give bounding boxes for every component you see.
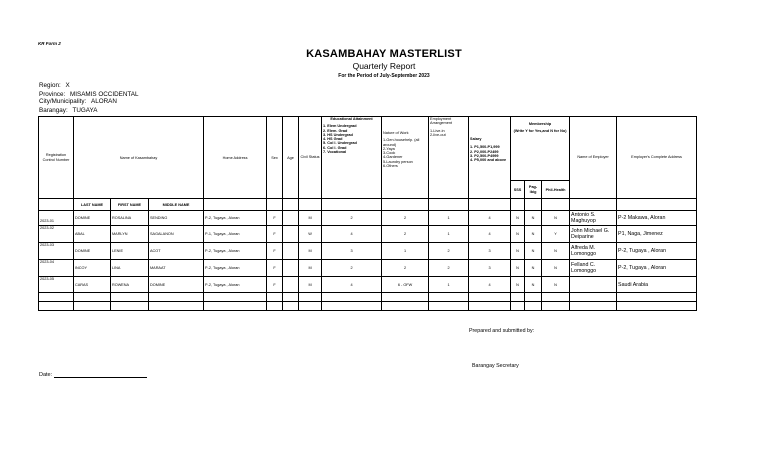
- salary: 3: [469, 243, 511, 260]
- col-nature-of-work: [382, 117, 429, 199]
- work-option: 1-Gen.househelp. (all around): [383, 138, 420, 147]
- salary-option: 1. P1,500-P1,999: [470, 145, 500, 150]
- age: [283, 211, 299, 226]
- employer-address: P-2, Tugaya , Aloran: [617, 260, 697, 277]
- last-name: INCOY: [74, 260, 111, 277]
- education-option: 6. Col l. Grad: [323, 145, 347, 150]
- sss: N: [511, 243, 525, 260]
- empty-row: [39, 302, 697, 311]
- barangay-line: [39, 107, 97, 114]
- header-row-3: [39, 199, 697, 211]
- work-option: 5-Laundry person: [383, 159, 413, 164]
- col-employer: Name of Employer: [570, 117, 617, 199]
- first-name: LINA: [111, 260, 149, 277]
- date-field: [39, 372, 147, 378]
- last-name: ABAL: [74, 226, 111, 243]
- city-label: City/Municipality:: [39, 98, 87, 105]
- philhealth: N: [542, 243, 570, 260]
- employer-address: Saudi Arabia: [617, 277, 697, 293]
- nature-of-work: 1: [382, 243, 429, 260]
- first-name: MARLYN: [111, 226, 149, 243]
- barangay-secretary-label: Barangay Secretary: [472, 363, 519, 369]
- pagibig: N: [525, 243, 542, 260]
- salary: 3: [469, 260, 511, 277]
- civil-status: M: [299, 260, 322, 277]
- middle-name: ACOT: [149, 243, 204, 260]
- employer-name: John Michael G. Deiparine: [570, 226, 617, 243]
- civil-status: M: [299, 211, 322, 226]
- document-title: KASAMBAHAY MASTERLIST: [306, 48, 462, 60]
- col-reg-no: Registration Control Number: [39, 117, 74, 199]
- region-value: X: [65, 82, 70, 89]
- first-name: LENIE: [111, 243, 149, 260]
- masterlist-table: [38, 116, 697, 311]
- table-row: [39, 260, 697, 277]
- document-subtitle: Quarterly Report: [352, 61, 416, 71]
- employer-address: P-2, Tugaya , Aloran: [617, 243, 697, 260]
- membership-note: (Write Y for Yes,and N for No): [513, 129, 567, 134]
- age: [283, 226, 299, 243]
- province-label: Province:: [39, 91, 66, 98]
- empty-row: [39, 293, 697, 302]
- table-row: [39, 211, 697, 226]
- employer-address: P-2 Makawa, Aloran: [617, 211, 697, 226]
- arrangement-title: Employment Arrangement: [430, 117, 452, 126]
- nature-of-work: 2: [382, 226, 429, 243]
- barangay-value: TUGAYA: [72, 107, 98, 114]
- salary: 4: [469, 211, 511, 226]
- reg-number: 2023-05: [40, 277, 54, 281]
- col-membership: [511, 117, 570, 181]
- education-option: 7. Vocational: [323, 150, 347, 155]
- prepared-by-label: Prepared and submitted by:: [469, 328, 535, 334]
- col-address: Home Address: [204, 117, 267, 199]
- middle-name: SAGALANON: [149, 226, 204, 243]
- date-line: [54, 372, 147, 378]
- last-name: DOMINE: [74, 243, 111, 260]
- employer-name: Alfreda M. Lomonggo: [570, 243, 617, 260]
- col-sss: SSS: [511, 181, 525, 199]
- home-address: P-2, Tugaya , Aloran: [204, 243, 267, 260]
- province-value: MISAMIS OCCIDENTAL: [70, 91, 139, 98]
- col-middle-name: MIDDLE NAME: [149, 199, 204, 211]
- arrangement: 2: [429, 260, 469, 277]
- salary-title: Salary: [470, 137, 482, 141]
- education-option: 4. HS Grad: [323, 137, 343, 142]
- membership-title: Membership: [528, 122, 552, 126]
- province-line: [39, 91, 138, 98]
- col-employment-arrangement: [429, 117, 469, 199]
- sex: F: [267, 243, 283, 260]
- header-row-1: [39, 117, 697, 181]
- table-row: [39, 226, 697, 243]
- work-option: 2-Yaya: [383, 146, 395, 151]
- employer-address: P1, Naga, Jimenez: [617, 226, 697, 243]
- col-age: Age: [283, 117, 299, 199]
- barangay-label: Barangay:: [39, 107, 68, 114]
- sss: N: [511, 226, 525, 243]
- salary: 4: [469, 226, 511, 243]
- philhealth: N: [542, 277, 570, 293]
- arrangement: 1: [429, 226, 469, 243]
- reg-number: 2023-04: [40, 260, 54, 264]
- civil-status: M: [299, 243, 322, 260]
- sex: F: [267, 226, 283, 243]
- age: [283, 277, 299, 293]
- civil-status: M: [299, 277, 322, 293]
- pagibig: N: [525, 211, 542, 226]
- col-sex: Sex: [267, 117, 283, 199]
- last-name: CARAS: [74, 277, 111, 293]
- col-civil-status: Civil Status: [299, 117, 322, 199]
- city-value: ALORAN: [91, 98, 117, 105]
- education: 2: [322, 211, 382, 226]
- work-option: 6-Others: [383, 164, 398, 169]
- pagibig: N: [525, 226, 542, 243]
- pagibig: N: [525, 277, 542, 293]
- col-name: Name of Kasambahay: [74, 117, 204, 199]
- col-employer-address: Employer's Complete Address: [617, 117, 697, 199]
- education-option: 2. Elem. Grad: [323, 128, 348, 133]
- arrangement: 1: [429, 211, 469, 226]
- sss: N: [511, 277, 525, 293]
- work-option: 3-Cook: [383, 151, 396, 156]
- nature-of-work: 2: [382, 260, 429, 277]
- col-pagibig: Pag-ibig: [525, 181, 542, 199]
- arrangement: 1: [429, 277, 469, 293]
- employer-name: [570, 277, 617, 293]
- employer-name: Felland C. Lomonggo: [570, 260, 617, 277]
- table-row: [39, 243, 697, 260]
- col-salary: [469, 117, 511, 199]
- sss: N: [511, 211, 525, 226]
- sex: F: [267, 260, 283, 277]
- education-option: 3. HS Undergrad: [323, 132, 353, 137]
- region-line: [39, 82, 70, 89]
- arrangement-option: 1-Live-in: [430, 128, 445, 133]
- col-first-name: FIRST NAME: [111, 199, 149, 211]
- nature-of-work: 6 - OFW: [382, 277, 429, 293]
- sex: F: [267, 211, 283, 226]
- home-address: P-1, Tugaya , Aloran: [204, 226, 267, 243]
- salary: 4: [469, 277, 511, 293]
- work-option: 4-Gardener: [383, 155, 403, 160]
- age: [283, 260, 299, 277]
- arrangement: 2: [429, 243, 469, 260]
- work-title: Nature of Work: [383, 131, 409, 135]
- education: 4: [322, 277, 382, 293]
- sss: N: [511, 260, 525, 277]
- reg-number: 2023-01: [40, 219, 54, 223]
- education: 4: [322, 226, 382, 243]
- home-address: P-2, Tugaya , Aloran: [204, 260, 267, 277]
- salary-option: 3. P2,500-P4999: [470, 153, 499, 158]
- sex: F: [267, 277, 283, 293]
- civil-status: W: [299, 226, 322, 243]
- city-line: [39, 98, 117, 105]
- col-philhealth: Phil-Health: [542, 181, 570, 199]
- home-address: P-2, Tugaya , Aloran: [204, 211, 267, 226]
- education: 2: [322, 260, 382, 277]
- reg-number: 2023-02: [40, 226, 54, 230]
- arrangement-option: 2-live-out: [430, 132, 446, 137]
- employer-name: Antonio S. Maghuyop: [570, 211, 617, 226]
- education-title: Educational Attainment: [330, 117, 373, 121]
- first-name: ROSALINA: [111, 211, 149, 226]
- middle-name: MARAAT: [149, 260, 204, 277]
- salary-option: 2. P2,000-P2499: [470, 149, 499, 154]
- col-education: [322, 117, 382, 199]
- middle-name: SENDING: [149, 211, 204, 226]
- age: [283, 243, 299, 260]
- reg-number: 2023-03: [40, 243, 54, 247]
- date-label: Date:: [39, 372, 53, 378]
- region-label: Region:: [39, 82, 61, 89]
- philhealth: N: [542, 211, 570, 226]
- first-name: ROWENA: [111, 277, 149, 293]
- pagibig: N: [525, 260, 542, 277]
- education: 3: [322, 243, 382, 260]
- philhealth: Y: [542, 226, 570, 243]
- col-last-name: LAST NAME: [74, 199, 111, 211]
- form-number: KR Form 2: [38, 41, 61, 46]
- education-option: 1. Elem Undergrad: [323, 124, 357, 129]
- table-row: [39, 277, 697, 293]
- middle-name: DOMINE: [149, 277, 204, 293]
- philhealth: N: [542, 260, 570, 277]
- education-option: 5. Col l. Undergrad: [323, 141, 357, 146]
- last-name: DOMINE: [74, 211, 111, 226]
- report-period: For the Period of July-September 2023: [338, 73, 430, 79]
- nature-of-work: 2: [382, 211, 429, 226]
- home-address: P-2, Tugaya , Aloran: [204, 277, 267, 293]
- salary-option: 4. P5,000 and above: [470, 158, 507, 163]
